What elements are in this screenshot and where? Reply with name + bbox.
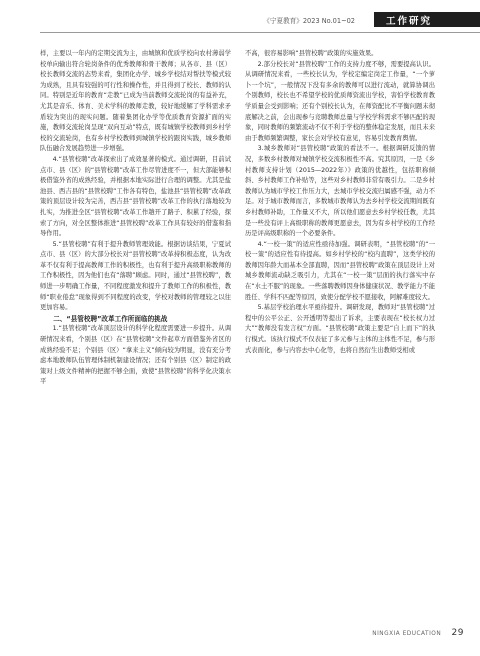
header-rule bbox=[40, 32, 480, 33]
section-heading: 二、“县管校聘”改革工作所面临的挑战 bbox=[53, 314, 168, 323]
page-footer bbox=[372, 628, 464, 638]
journal-name-en: NINGXIA EDUCATION bbox=[372, 631, 442, 637]
paragraph: 4.“县管校聘”改革探索出了成效显著的模式。通过调研，目前试点市、县（区）的“县管校聘”改革工作尽管进度不一，但大部能够积极借鉴外省的成熟经验，并根据本地实际进行合理的调整。尤其是盐池县、西吉县的“县管校聘”工作各有特色，盐池县“县管校聘”改革政策的顶层设计较为完善，西吉县“县管校聘”改革工作的执行落地较为扎实，为推进全区“县管校聘”改革工作趟开了路子、积累了经验，探索了方向，对全区整体推进“县管校聘”改革工作具有较好的借鉴和指导作用。 bbox=[40, 155, 231, 238]
paragraph: 5.“县管校聘”有利于提升教师管理效能。根据访谈结果，宁夏试点市、县（区）的大部分校长对“县管校聘”改革持积极态度，认为改革不仅有利于提高教师工作的积极性，也有利于提升高级职称教师的工作积极性，因为他们也有“落聘”顾虑。同时，通过“县管校聘”，教师进一步明确工作量，不同程度激发和提升了教师工作的积极性，教师“职业倦怠”现象得到不同程度的改变，学校对教师的管理较之以往更加容易。 bbox=[40, 240, 231, 312]
right-column bbox=[245, 49, 435, 356]
paragraph: 3.城乡教师对“县管校聘”政策的看法不一。根据调研反馈的情况，多数乡村教师对城镇学校交流积极性不高。究其原因，一是《乡村教师支持计划（2015—2022年）》政策的优越性，包括职称倾斜、乡村教师工作补贴等，这些对乡村教师非常有吸引力。二是乡村教师认为城市学校工作压力大，去城市学校交流归属感不强，动力不足。对于城市教师而言，多数城市教师认为去乡村学校交流期间既有乡村教师补助，工作量又不大，所以他们愿意去乡村学校任教，尤其是一些没有评上高级职称的教师更愿意去，因为有乡村学校的工作经历是评高级职称的一个必要条件。 bbox=[245, 145, 435, 238]
page-header bbox=[0, 8, 480, 42]
journal-info: 《宁夏教育》2023 No.01~02 bbox=[263, 17, 355, 25]
paragraph: 不高，很容易影响“县管校聘”政策的实施效果。 bbox=[245, 50, 378, 57]
paragraph: 4.“一校一策”的适应性亟待加强。调研表明，“县管校聘”的“一校一策”的适应性有待提高。如乡村学校的“校内直聘”，这类学校的教师因年龄大而基本全部直聘，因而“县管校聘”政策在顶层设计上对城乡教师流动缺乏吸引力，尤其在“一校一策”层面的执行落实中存在“水土不服”的现象。一些落聘教师因身体健康状况、教学能力不能胜任、学科不匹配等原因，致使分配学校不愿接收，阿解难度较大。 bbox=[245, 240, 435, 301]
page-number: 29 bbox=[451, 628, 464, 638]
section-tab bbox=[374, 12, 480, 27]
paragraph: 5.基层学校治理水平亟待提升。调研发现，教师对“县管校聘”过程中的公平公正、公开透明等提出了诉求，主要表现在“校长权力过大”“教师没有发言权”方面。“县管校聘”政策主要是“自上而下”的执行模式。该执行模式不仅表征了多元参与主体的主体性不足，参与形式表面化，参与内容去中心化等，也将自然衍生出教师受相或 bbox=[245, 304, 435, 354]
section-tab-label: 工作研究 bbox=[386, 15, 433, 27]
paragraph: 样，主要以一年内的定期交流为主，由城镇和优质学校向农村薄弱学校单向输出符合轮岗条件的优秀教师和骨干教师；从各市、县（区）校长教师交流的态势来看，集团化办学、城乡学校结对帮扶等模式较为成熟，且具有较强的可行性和操作性，并且得到了校长、教师的认同。特别是近年的教育“走教”已成为当前教师交流轮岗的有益补充，尤其是音乐、体育、美术学科的教师走教，较好地缓解了学科需求矛盾较为突出的现实问题。随着集团化办学等优质教育资源扩面的实施，教师交流轮岗呈现“双向互动”特点，既有城镇学校教师到乡村学校的交流轮岗，也有乡村学校教师到城镇学校的跟岗实践，城乡教师队伍融合发展趋势进一步增强。 bbox=[40, 50, 231, 153]
paragraph: 2.部分校长对“县管校聘”工作的支持力度不够，需要提高认识。从调研情况来看，一些校长认为，学校定编定岗定工作量，“一个萝卜一个坑”，一般情况下没有多余的教师可以进行流动，就算协调出个别教师，校长也不希望学校的优质师资流出学校，害怕学校教育教学质量会受到影响；还有个别校长认为，在师资配比不平衡问题未彻底解决之前，会出现参与竞聘教师总量与学校学科需求不够匹配的现象，同时教师的频繁流动不仅不利于学校的整体稳定发展，而且未来由于教师频繁调整，家长会对学校有意见，容易引发教育舆情。 bbox=[245, 60, 435, 142]
paragraph: 1.“县管校聘”改革顶层设计的科学化程度需要进一步提升。从调研情况来看，个别县（区）在“县管校聘”文件起草方面借鉴外省区的成熟经验不足；个别县（区）“拿来主义”倾向较为明显，没有充分考虑本地教师队伍管理体制机制建设情况；还有个别县（区）制定的政策对上级文件精神的把握不够全面，致使“县管校聘”的科学化决策水平 bbox=[40, 325, 231, 386]
left-column bbox=[40, 49, 231, 388]
